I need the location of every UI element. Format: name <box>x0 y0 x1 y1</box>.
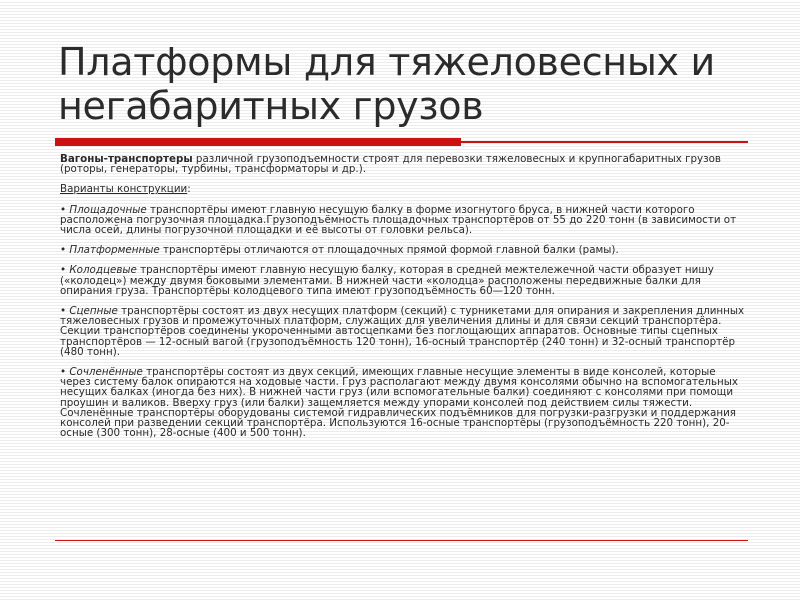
item-term: Колодцевые <box>69 264 137 277</box>
item-term: Платформенные <box>69 244 160 257</box>
variants-label: Варианты конструкции <box>60 183 188 196</box>
slide-title: Платформы для тяжеловесных и негабаритных грузов <box>58 40 715 128</box>
item-text: транспортёры отличаются от площадочных прямой формой главной балки (рамы). <box>159 244 619 257</box>
bullet: • <box>60 244 70 257</box>
list-item-coupled <box>60 306 746 357</box>
item-text: транспортёры имеют главную несущую балку в форме изогнутого бруса, в нижней части которого расположена погрузочная площадка.Грузоподъёмность площадочных транспортёров от 55 до 220 тонн (в зависимости от числа осей, длины погрузочной площадки и её высоты от головки рельса). <box>60 203 737 237</box>
intro-paragraph <box>60 154 746 174</box>
list-item-well-type <box>60 265 746 296</box>
bullet: • <box>60 203 70 216</box>
item-term: Сочленённые <box>69 366 143 379</box>
variants-suffix: : <box>187 183 191 196</box>
bullet: • <box>60 305 70 318</box>
list-item-platform-deck <box>60 205 746 236</box>
title-underline-thin <box>461 141 748 143</box>
footer-rule <box>55 540 748 541</box>
item-text: транспортёры состоят из двух несущих платформ (секций) с турникетами для опирания и закрепления длинных тяжеловесных грузов и промежуточных платформ, служащих для увеличения длины и для связи секций транспортёра. Секции транспортёров соединены укороченными автосцепками без поглощающих аппаратов. Основные типы сцепных транспортёров — 12-осный вагой (грузоподъёмность 120 тонн), 16-осный транспортёр (240 тонн) и 32-осный транспортёр (480 тонн). <box>60 305 745 358</box>
item-term: Площадочные <box>69 203 147 216</box>
item-text: транспортёры состоят из двух секций, имеющих главные несущие элементы в виде консолей, которые через систему балок опираются на ходовые части. Груз располагают между двумя консолями обычно на вспомогательных несущих балках (иногда без них). В нижней части груз (или вспомогательные балки) соединяют с консолями при помощи проушин и валиков. Вверху груз (или балки) защемляется между упорами консолей под действием силы тяжести. Сочленённые транспортёры оборудованы системой гидравлических подъёмников для погрузки-разгрузки и поддержания консолей при разведении секций транспортёра. Используются 16-осные транспортёры (грузоподъёмность 220 тонн), 20-осные (300 тонн), 28-осные (400 и 500 тонн). <box>60 366 738 440</box>
list-item-articulated <box>60 367 746 438</box>
title-underline-thick <box>55 138 461 146</box>
bullet: • <box>60 366 70 379</box>
slide-body <box>60 154 746 448</box>
bullet: • <box>60 264 70 277</box>
item-text: транспортёры имеют главную несущую балку, которая в средней межтележечной части образует нишу («колодец») между двумя боковыми элементами. В нижней части «колодца» расположены передвижные балки для опирания груза. Транспортёры колодцевого типа имеют грузоподъёмность 60—120 тонн. <box>60 264 714 297</box>
list-item-flat-frame <box>60 245 746 255</box>
item-term: Сцепные <box>69 305 118 318</box>
intro-text: различной грузоподъемности строят для перевозки тяжеловесных и крупногабаритных грузов (роторы, генераторы, турбины, трансформаторы и др.). <box>60 153 721 176</box>
variants-heading <box>60 184 746 194</box>
intro-term: Вагоны-транспортеры <box>60 153 193 165</box>
